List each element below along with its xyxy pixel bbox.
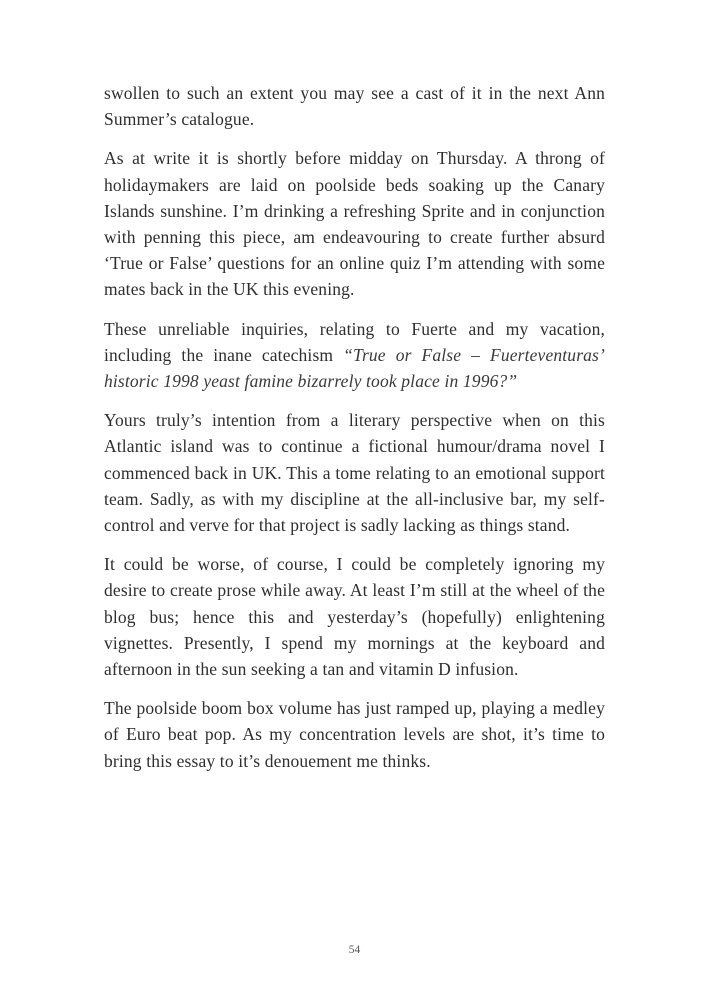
paragraph-2: As at write it is shortly before midday on Thursday. A throng of holidaymakers are laid on poolside beds soaking up the Canary Islands sunshine. I’m drinking a refreshing Sprite and in conjunction with penning this piece, am endeavouring to create further absurd ‘True or False’ questions for an online quiz I’m attending with some mates back in the UK this evening. bbox=[104, 148, 605, 300]
paragraph-3 bbox=[104, 316, 605, 395]
paragraph-3-lead: These unreliable inquiries, relating to Fuerte and my vacation, including the inane catechism bbox=[104, 318, 605, 365]
page-body-text bbox=[104, 80, 605, 774]
paragraph-1: swollen to such an extent you may see a cast of it in the next Ann Summer’s catalogue. bbox=[104, 83, 605, 130]
paragraph-4: Yours truly’s intention from a literary perspective when on this Atlantic island was to continue a fictional humour/drama novel I commenced back in UK. This a tome relating to an emotional support team. Sadly, as with my discipline at the all-inclusive bar, my self-control and verve for that project is sadly lacking as things stand. bbox=[104, 410, 605, 536]
paragraph-6: The poolside boom box volume has just ramped up, playing a medley of Euro beat pop. As my concentration levels are shot, it’s time to bring this essay to it’s denouement me thinks. bbox=[104, 698, 605, 771]
paragraph-5: It could be worse, of course, I could be completely ignoring my desire to create prose while away. At least I’m still at the wheel of the blog bus; hence this and yesterday’s (hopefully) enlightening vignettes. Presently, I spend my mornings at the keyboard and afternoon in the sun seeking a tan and vitamin D infusion. bbox=[104, 554, 605, 680]
paragraph-3-quote: “True or False – Fuerteventuras’ historic 1998 yeast famine bizarrely took place in 1996?” bbox=[104, 344, 605, 392]
page-number: 54 bbox=[348, 944, 361, 956]
